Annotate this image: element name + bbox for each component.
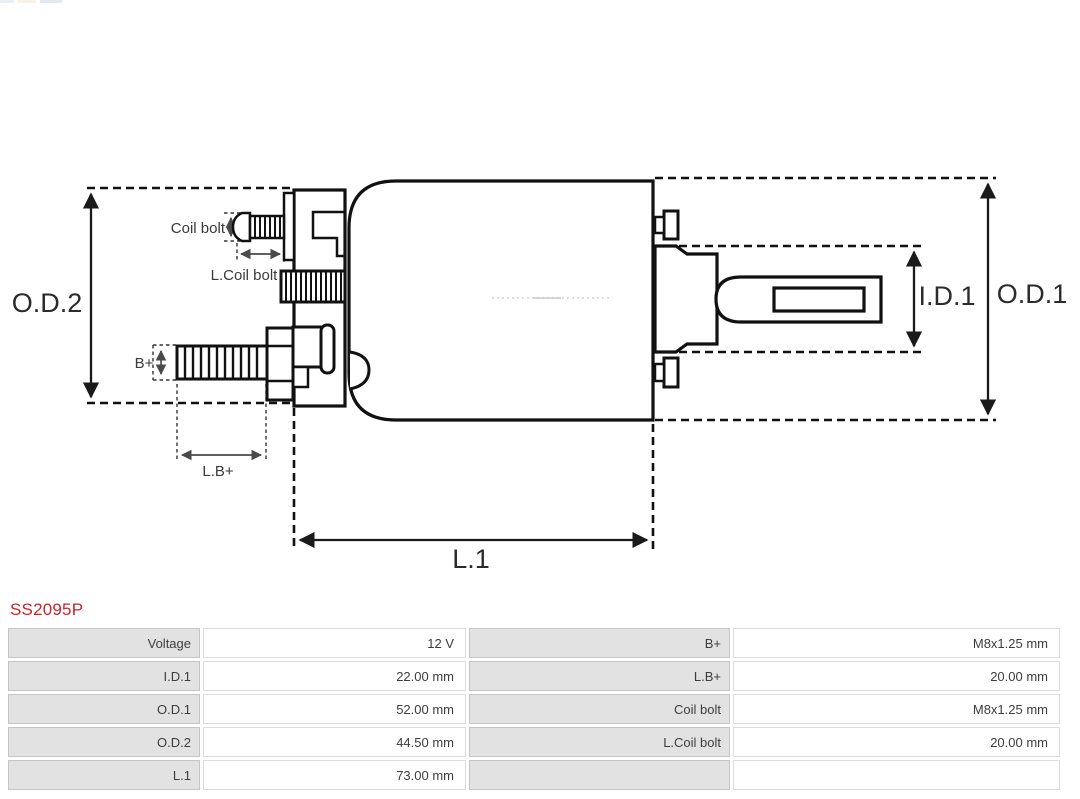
terminal-tab-bottom xyxy=(664,358,678,387)
b-plus-bolt xyxy=(177,328,293,400)
flange-plate xyxy=(284,193,294,260)
b-plus-shaft xyxy=(177,346,267,379)
spec-label: L.1 xyxy=(8,760,200,790)
label-od2: O.D.2 xyxy=(11,288,83,318)
spec-label: B+ xyxy=(469,628,730,658)
spec-label xyxy=(469,760,730,790)
helper-arrows xyxy=(161,218,280,455)
label-l-coil-bolt: L.Coil bolt xyxy=(210,267,278,284)
plunger-slot xyxy=(774,288,864,311)
terminal-tab-top xyxy=(664,211,678,239)
spec-value: 22.00 mm xyxy=(203,661,466,691)
spec-value: 44.50 mm xyxy=(203,727,466,757)
rear-assembly xyxy=(655,211,881,387)
label-coil-bolt: Coil bolt xyxy=(170,220,225,237)
spec-label: O.D.2 xyxy=(8,727,200,757)
helper-dashed-lines xyxy=(153,213,284,462)
spec-label: L.B+ xyxy=(469,661,730,691)
label-id1: I.D.1 xyxy=(918,281,976,311)
spec-label: Coil bolt xyxy=(469,694,730,724)
spec-value: 20.00 mm xyxy=(733,727,1060,757)
spec-table xyxy=(8,628,1060,790)
spec-value: 73.00 mm xyxy=(203,760,466,790)
spec-value: M8x1.25 mm xyxy=(733,628,1060,658)
b-plus-washer xyxy=(321,325,334,373)
spec-value: 12 V xyxy=(203,628,466,658)
terminal-notch-bottom xyxy=(655,364,664,381)
spec-value: 20.00 mm xyxy=(733,661,1060,691)
spec-value xyxy=(733,760,1060,790)
part-number: SS2095P xyxy=(10,600,84,619)
spec-label: Voltage xyxy=(8,628,200,658)
plunger-boot xyxy=(655,246,717,352)
spec-label: O.D.1 xyxy=(8,694,200,724)
terminal-notch-top xyxy=(655,217,664,233)
label-od1: O.D.1 xyxy=(996,279,1068,309)
coil-thread-block xyxy=(281,271,345,302)
b-plus-inner-step xyxy=(293,367,308,387)
spec-value: 52.00 mm xyxy=(203,694,466,724)
b-plus-nut xyxy=(267,328,293,400)
b-plus-inner-block xyxy=(293,327,322,367)
coil-bolt xyxy=(233,213,284,241)
solenoid-can xyxy=(349,181,653,420)
spec-value: M8x1.25 mm xyxy=(733,694,1060,724)
label-l-b-plus: L.B+ xyxy=(202,463,234,480)
spec-label: I.D.1 xyxy=(8,661,200,691)
coil-bolt-head xyxy=(233,213,250,241)
label-l1: L.1 xyxy=(452,544,490,574)
label-b-plus: B+ xyxy=(134,355,154,372)
spec-label: L.Coil bolt xyxy=(469,727,730,757)
solenoid-body xyxy=(281,181,653,420)
